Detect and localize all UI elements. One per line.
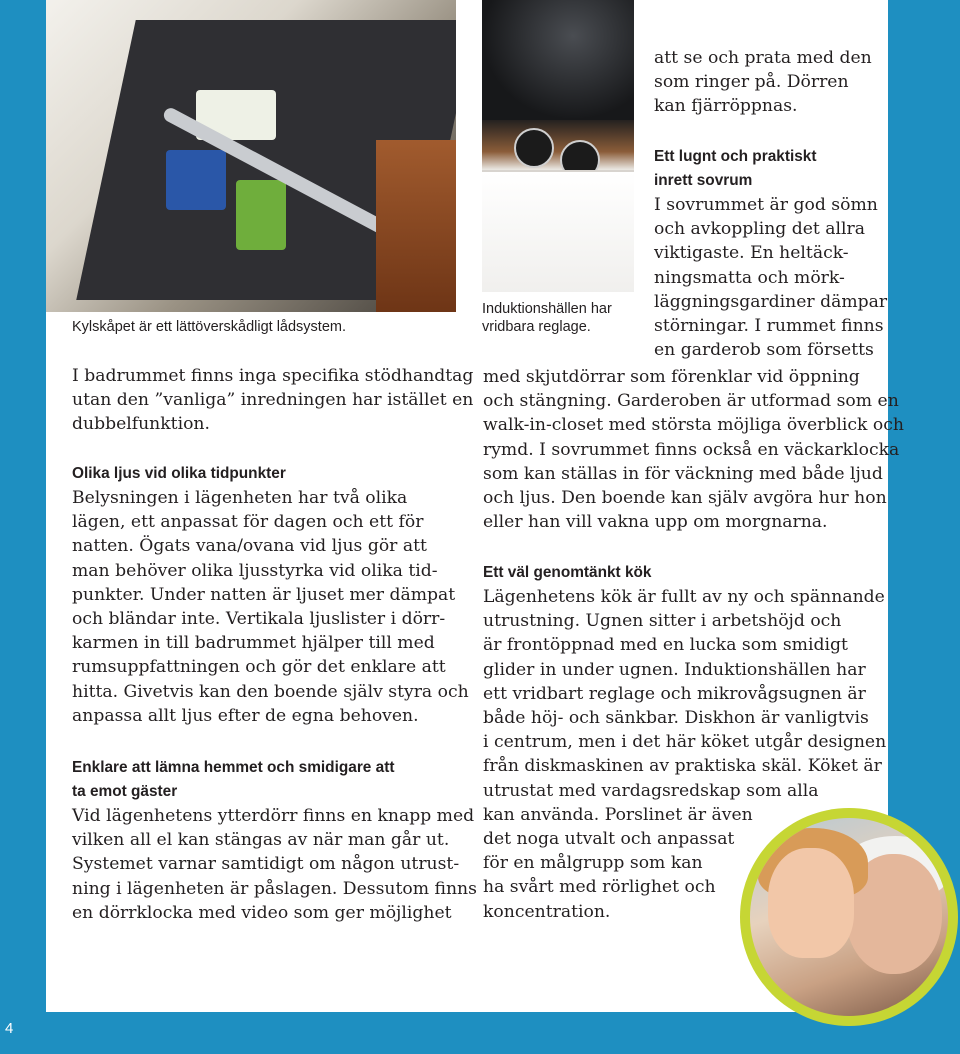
bedroom-paragraph-narrow: I sovrummet är god sömn och avkoppling det allra viktigaste. En heltäck- ningsmatta och mörk- läggningsgardiner dämpar störningar. I rummet finns en garderob som försetts <box>654 195 888 361</box>
bedroom-heading: Ett lugnt och praktiskt inrett sovrum <box>654 148 817 190</box>
bedroom-paragraph-wide: med skjutdörrar som förenklar vid öppning och stängning. Garderoben är utformad som en walk-in-closet med största möjliga överblick och rymd. I sovrummet finns också en väckarklocka som kan ställas in för väckning med både ljud och ljus. Den boende kan själv avgöra hur hon eller han vill vakna upp om morgnarna. <box>483 367 904 533</box>
lighting-paragraph: Belysningen i lägenheten har två olika lägen, ett anpassat för dagen och ett för natten. Ögats vana/ovana vid ljus gör att man behöver olika ljusstyrka vid olika tid- punkter. Under natten är ljuset mer dämpat och bländar inte. Vertikala ljuslister i dörr- karmen in till badrummet hjälper till med rumsuppfattningen och gör det enklare att hitta. Givetvis kan den boende själv styra och anpassa allt ljus efter de egna behoven. <box>72 488 469 726</box>
kitchen-heading: Ett väl genomtänkt kök <box>483 564 652 581</box>
leaving-home-paragraph: Vid lägenhetens ytterdörr finns en knapp med vilken all el kan stängas av när man går ut. Systemet varnar samtidigt om någon utrust- ning i lägenheten är påslagen. Dessutom finns en dörrklocka med video som ger möjlighet <box>72 806 477 923</box>
grandparent-child-photo <box>740 808 958 1026</box>
induction-hob-photo <box>482 0 634 292</box>
fridge-drawer-photo <box>46 0 456 312</box>
fridge-caption: Kylskåpet är ett lättöverskådligt lådsystem. <box>72 319 347 335</box>
leaving-home-heading: Enklare att lämna hemmet och smidigare att ta emot gäster <box>72 759 395 801</box>
lighting-heading: Olika ljus vid olika tidpunkter <box>72 465 286 482</box>
bathroom-intro-paragraph: I badrummet finns inga specifika stödhandtag utan den ”vanliga” inredningen har istället en dubbelfunktion. <box>72 366 474 435</box>
kitchen-paragraph: Lägenhetens kök är fullt av ny och spännande utrustning. Ugnen sitter i arbetshöjd och är frontöppnad med en lucka som smidigt glider in under ugnen. Induktionshällen har ett vridbart reglage och mikrovågsugnen är både höj- och sänkbar. Diskhon är vanligtvis i centrum, men i det här köket utgår designen från diskmaskinen av praktiska skäl. Köket är utrustat med vardagsredskap som alla kan använda. Porslinet är även det noga utvalt och anpassat för en målgrupp som kan ha svårt med rörlighet och koncentration. <box>483 587 887 922</box>
page-number: 4 <box>5 1020 14 1037</box>
doorbell-continuation: att se och prata med den som ringer på. Dörren kan fjärröppnas. <box>654 48 872 117</box>
induction-caption: Induktionshällen har vridbara reglage. <box>482 301 612 335</box>
